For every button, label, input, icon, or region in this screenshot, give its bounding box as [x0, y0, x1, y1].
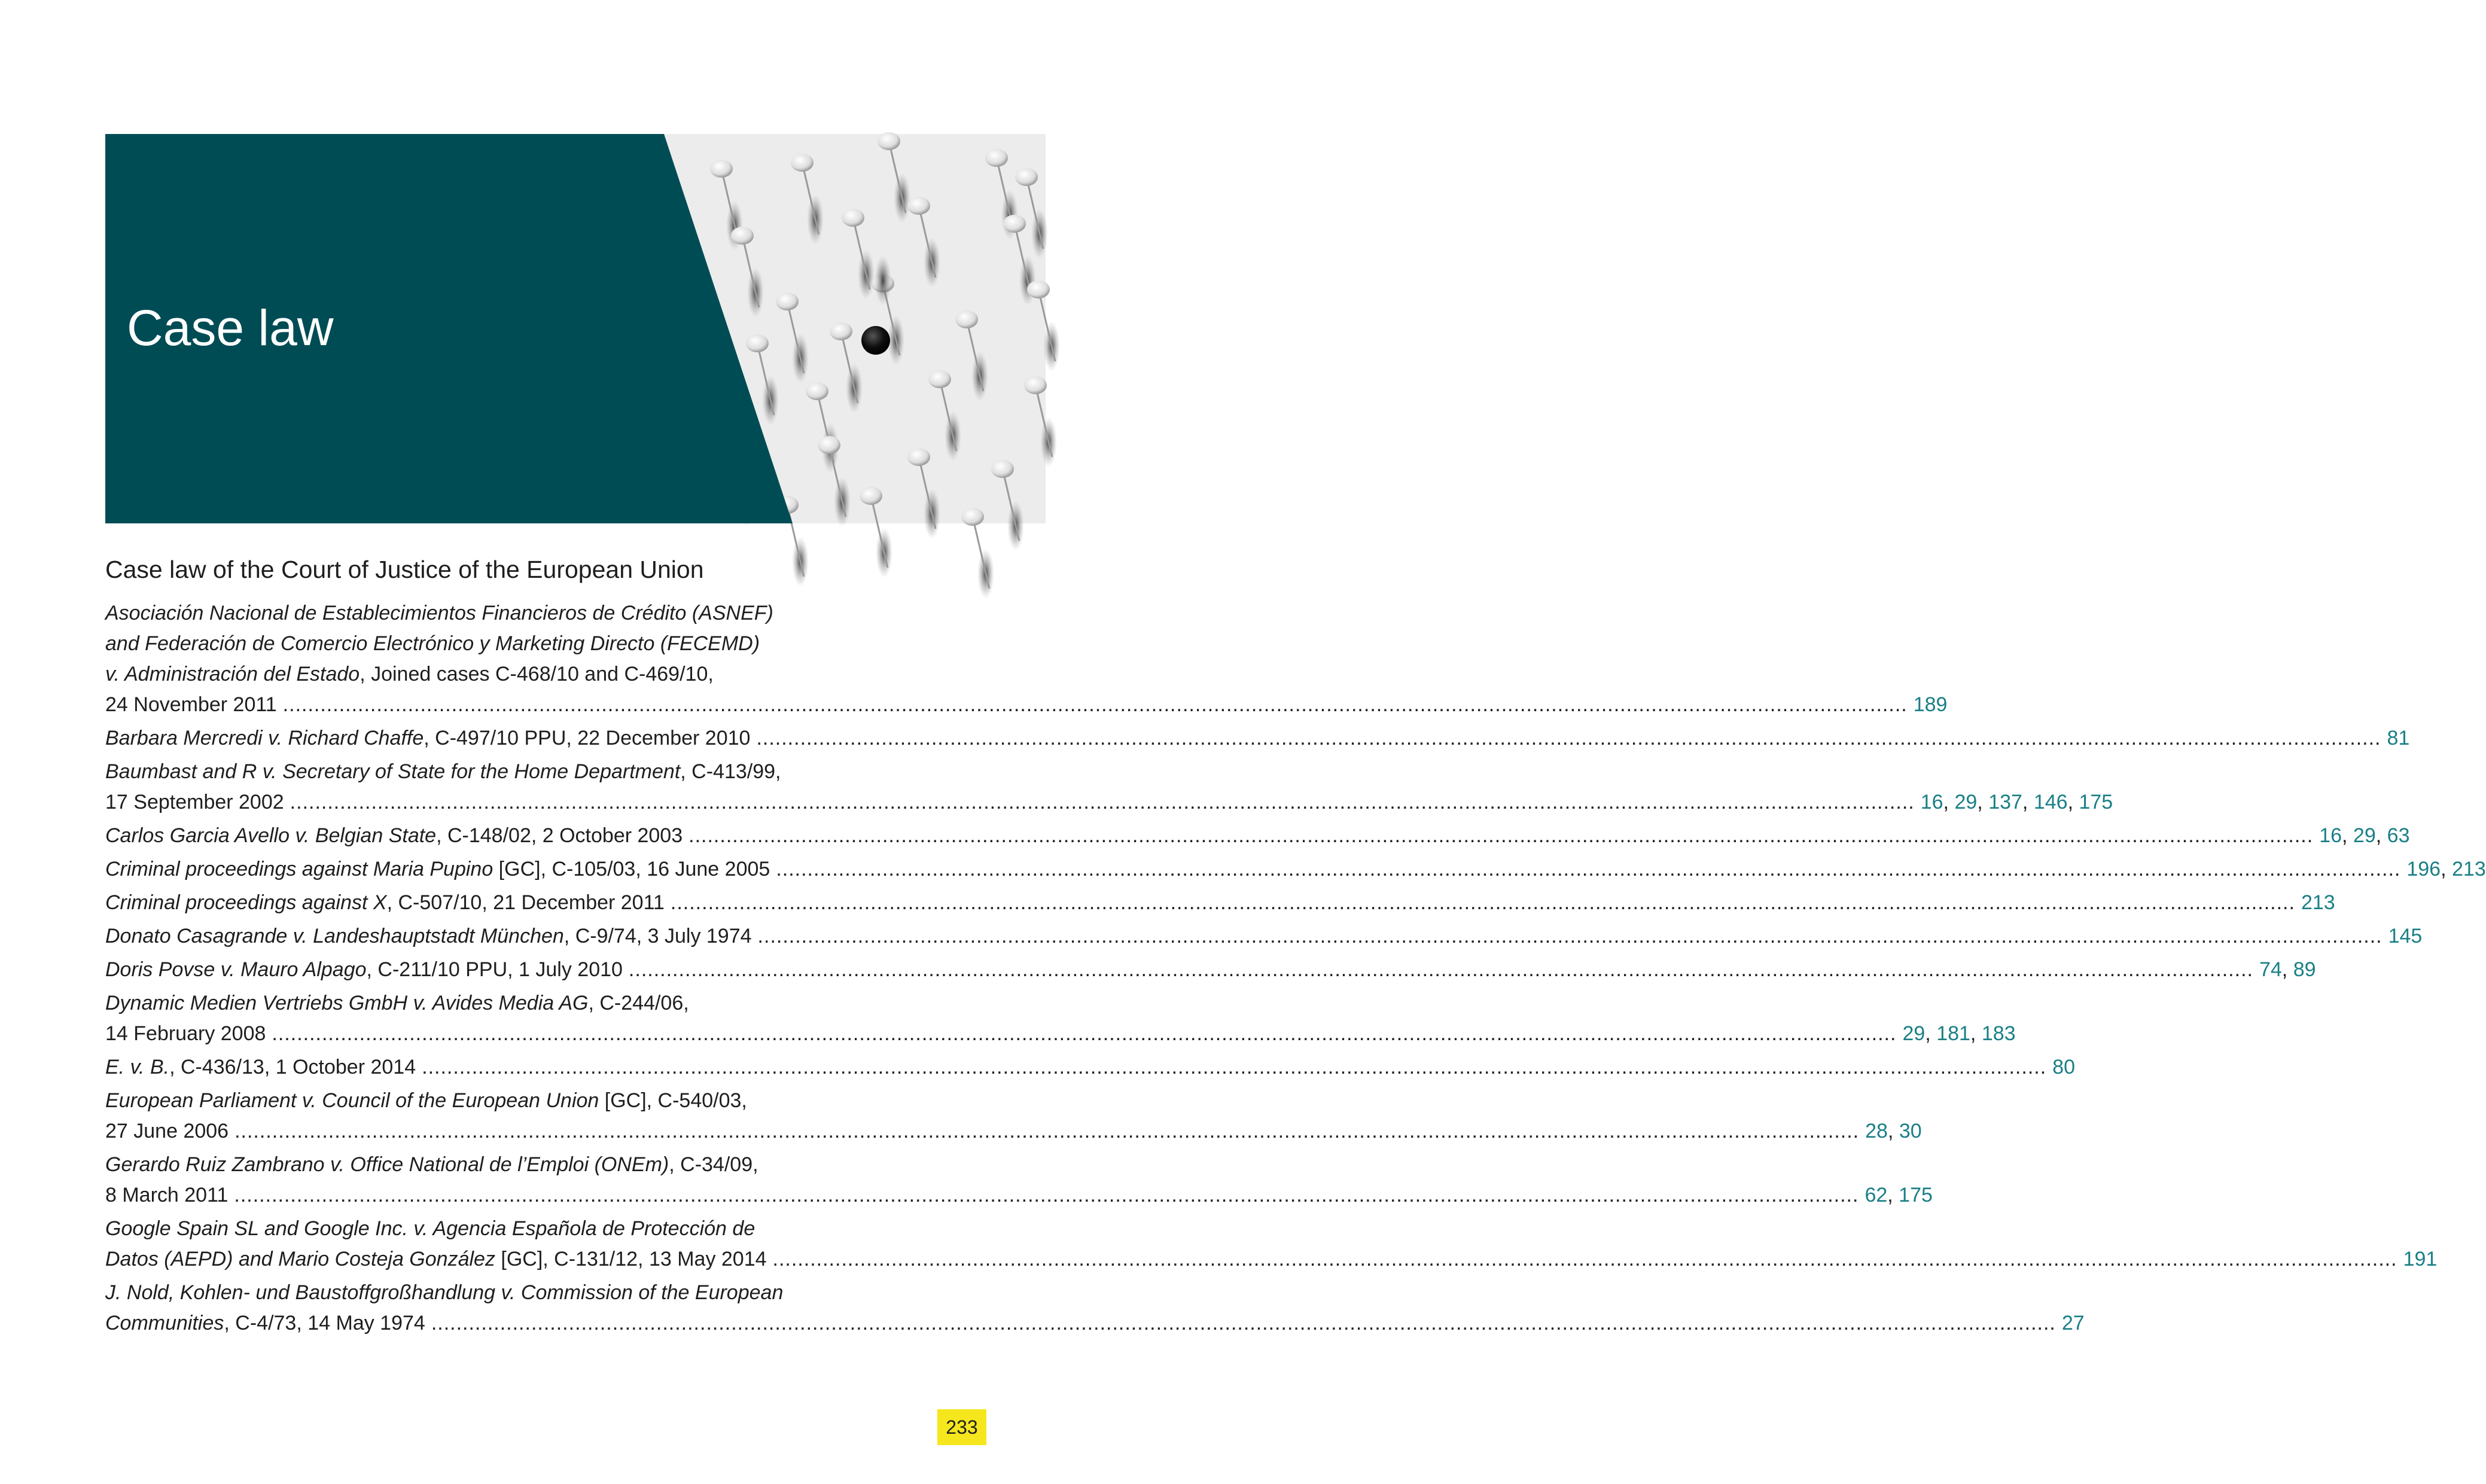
page-link[interactable]: 189 [1913, 693, 1948, 716]
page-link[interactable]: 16 [2319, 824, 2342, 847]
page-link[interactable]: 28 [1865, 1120, 1888, 1142]
case-entry-line [105, 1019, 2016, 1049]
case-entry [105, 1086, 1922, 1147]
pin-head [985, 149, 1008, 167]
dot-leader: .................................................................................................................................................................................................................................................................... [282, 693, 1908, 716]
pin-head [907, 197, 930, 215]
case-citation [105, 1244, 767, 1275]
page-references [1865, 1116, 1922, 1147]
case-citation [105, 854, 770, 885]
page-link[interactable]: 29 [2353, 824, 2376, 847]
case-entry-line [105, 1244, 2438, 1275]
page-references [1914, 690, 1948, 720]
page-number: 233 [937, 1409, 986, 1445]
case-details: [GC], C-540/03, [599, 1089, 747, 1112]
case-entry-line [105, 757, 905, 787]
page-link[interactable]: 16 [1920, 791, 1943, 813]
dot-leader: .................................................................................................................................................................................................................................................................... [422, 1056, 2047, 1078]
pin-head [1015, 168, 1038, 186]
case-entry-line [105, 723, 2410, 754]
case-citation [105, 955, 623, 985]
case-name: Communities [105, 1312, 224, 1334]
page-link[interactable]: 29 [1902, 1022, 1926, 1045]
page-link[interactable]: 89 [2293, 958, 2316, 981]
page-references [1864, 1180, 1932, 1211]
case-details: , C-413/99, [680, 760, 781, 783]
page-link[interactable]: 145 [2388, 925, 2423, 947]
page-link[interactable]: 137 [1988, 791, 2022, 813]
case-details: 8 March 2011 [105, 1184, 229, 1206]
pin-head [1003, 215, 1026, 233]
page-separator: , [1887, 1120, 1899, 1142]
case-entry-line [105, 1278, 905, 1308]
case-citation [105, 1116, 229, 1147]
pin-head [806, 382, 828, 400]
pin-head [746, 334, 769, 352]
case-name: Google Spain SL and Google Inc. v. Agencia Española de Protección de [105, 1217, 755, 1240]
case-details: [GC], C-105/03, 16 June 2005 [493, 858, 770, 880]
page-references [2388, 921, 2423, 952]
case-entry [105, 955, 2316, 985]
case-citation [105, 787, 284, 818]
page-link[interactable]: 63 [2387, 824, 2410, 847]
page-link[interactable]: 27 [2061, 1312, 2085, 1334]
case-citation [105, 602, 773, 624]
pin-head [991, 460, 1014, 478]
page-separator: , [1977, 791, 1989, 813]
case-citation [105, 1308, 425, 1339]
dot-leader: .................................................................................................................................................................................................................................................................... [234, 1120, 1860, 1142]
case-entry-line [105, 888, 2335, 918]
page-references [2052, 1052, 2075, 1083]
dot-leader: .................................................................................................................................................................................................................................................................... [431, 1312, 2056, 1334]
case-entry-line [105, 955, 2316, 985]
section-heading: Case law of the Court of Justice of the European Union [105, 556, 704, 583]
pin-head [830, 322, 852, 340]
dot-leader: .................................................................................................................................................................................................................................................................... [628, 958, 2253, 981]
pin-head [860, 487, 882, 505]
dot-leader: .................................................................................................................................................................................................................................................................... [234, 1184, 1859, 1206]
case-details: , C-497/10 PPU, 22 December 2010 [424, 727, 751, 749]
page-references [2319, 821, 2409, 851]
case-details: 14 February 2008 [105, 1022, 266, 1045]
case-details: , C-34/09, [669, 1153, 758, 1176]
case-details: 17 September 2002 [105, 791, 284, 813]
pin-head [878, 132, 900, 150]
case-entry-line [105, 659, 905, 690]
page-references [1921, 787, 2113, 818]
page-link[interactable]: 181 [1936, 1022, 1970, 1045]
case-entry [105, 888, 2335, 918]
case-citation [105, 1019, 266, 1049]
case-entry-line [105, 921, 2423, 952]
case-name: Gerardo Ruiz Zambrano v. Office National de l’Emploi (ONEm) [105, 1153, 669, 1176]
page-references [2259, 955, 2316, 985]
case-entry-line [105, 598, 905, 629]
page-separator: , [2022, 791, 2034, 813]
case-citation [105, 1089, 747, 1112]
case-name: Donato Casagrande v. Landeshauptstadt München [105, 925, 564, 947]
case-name: Datos (AEPD) and Mario Costeja González [105, 1248, 495, 1270]
case-details: , C-148/02, 2 October 2003 [436, 824, 683, 847]
page-link[interactable]: 213 [2301, 891, 2335, 914]
case-entry [105, 1150, 1933, 1211]
case-entry [105, 1278, 2085, 1339]
black-pin-head [861, 326, 890, 355]
case-citation [105, 1281, 783, 1304]
page-separator: , [2342, 824, 2353, 847]
page-link[interactable]: 80 [2052, 1056, 2075, 1078]
chapter-banner [105, 134, 1046, 523]
pin-head [731, 227, 754, 245]
case-citation [105, 821, 683, 851]
case-name: Criminal proceedings against Maria Pupino [105, 858, 493, 880]
case-name: v. Administración del Estado [105, 663, 360, 685]
page-link[interactable]: 183 [1981, 1022, 2016, 1045]
pin-head [818, 436, 840, 454]
page-separator: , [1887, 1184, 1899, 1206]
case-name: Dynamic Medien Vertriebs GmbH v. Avides Media AG [105, 992, 589, 1014]
case-entry [105, 757, 2113, 818]
case-citation [105, 663, 714, 685]
page-separator: , [2375, 824, 2387, 847]
dot-leader: .................................................................................................................................................................................................................................................................... [757, 925, 2383, 947]
case-details: , C-507/10, 21 December 2011 [386, 891, 665, 914]
case-name: Doris Povse v. Mauro Alpago [105, 958, 367, 981]
page-link[interactable]: 175 [1899, 1184, 1933, 1206]
case-entry-line [105, 629, 905, 659]
case-details: , Joined cases C-468/10 and C-469/10, [360, 663, 714, 685]
pin-shadow [875, 255, 891, 306]
case-name: Baumbast and R v. Secretary of State for the Home Department [105, 760, 681, 783]
case-details: 27 June 2006 [105, 1120, 229, 1142]
case-entry-line [105, 1086, 905, 1116]
pin-head [710, 160, 733, 178]
case-name: Carlos Garcia Avello v. Belgian State [105, 824, 437, 847]
case-details: , C-9/74, 3 July 1974 [563, 925, 752, 947]
page-link[interactable]: 81 [2387, 727, 2410, 749]
case-citation [105, 921, 752, 952]
dot-leader: .................................................................................................................................................................................................................................................................... [688, 824, 2314, 847]
page-separator: , [1925, 1022, 1937, 1045]
page-references [2403, 1244, 2438, 1275]
case-citation [105, 632, 760, 655]
case-citation [105, 760, 781, 783]
pin-head [928, 370, 951, 388]
case-details: , C-436/13, 1 October 2014 [169, 1056, 416, 1078]
case-entry-line [105, 854, 2486, 885]
case-citation [105, 1153, 758, 1176]
page-references [2387, 723, 2410, 754]
page-link[interactable]: 191 [2403, 1248, 2438, 1270]
page-separator: , [2441, 858, 2452, 880]
dot-leader: .................................................................................................................................................................................................................................................................... [772, 1248, 2397, 1270]
page-link[interactable]: 74 [2259, 958, 2282, 981]
case-entry [105, 821, 2410, 851]
case-citation [105, 992, 689, 1014]
pin-head [1024, 376, 1047, 394]
case-list [105, 598, 2486, 1342]
page-references [1902, 1019, 2015, 1049]
page-separator: , [2067, 791, 2079, 813]
case-details: , C-244/06, [588, 992, 689, 1014]
case-name: and Federación de Comercio Electrónico y Marketing Directo (FECEMD) [105, 632, 760, 655]
dot-leader: .................................................................................................................................................................................................................................................................... [776, 858, 2401, 880]
page-link[interactable]: 62 [1864, 1184, 1888, 1206]
dot-leader: .................................................................................................................................................................................................................................................................... [272, 1022, 1897, 1045]
case-details: , C-211/10 PPU, 1 July 2010 [366, 958, 623, 981]
case-entry-line [105, 1308, 2085, 1339]
case-entry-line [105, 1052, 2075, 1083]
page-link[interactable]: 29 [1954, 791, 1978, 813]
case-name: Barbara Mercredi v. Richard Chaffe [105, 727, 424, 749]
case-details: , C-4/73, 14 May 1974 [224, 1312, 425, 1334]
case-name: European Parliament v. Council of the European Union [105, 1089, 599, 1112]
case-entry-line [105, 787, 2113, 818]
case-entry-line [105, 1150, 905, 1180]
case-entry-line [105, 690, 1948, 720]
case-entry [105, 723, 2410, 754]
case-entry-line [105, 1116, 1922, 1147]
case-entry-line [105, 821, 2410, 851]
case-details: [GC], C-131/12, 13 May 2014 [495, 1248, 767, 1270]
case-name: Asociación Nacional de Establecimientos Financieros de Crédito (ASNEF) [105, 602, 773, 624]
case-entry-line [105, 988, 905, 1019]
case-entry [105, 1052, 2075, 1083]
case-citation [105, 888, 665, 918]
case-name: E. v. B. [105, 1056, 170, 1078]
case-citation [105, 1052, 416, 1083]
case-citation [105, 1217, 755, 1240]
page-references [2062, 1308, 2085, 1339]
case-entry [105, 988, 2016, 1049]
dot-leader: .................................................................................................................................................................................................................................................................... [670, 891, 2295, 914]
pin-head [961, 508, 984, 526]
case-entry [105, 1214, 2438, 1275]
pin-head [791, 154, 814, 172]
case-citation [105, 723, 750, 754]
page-link[interactable]: 146 [2033, 791, 2068, 813]
case-name: J. Nold, Kohlen- und Baustoffgroßhandlung v. Commission of the European [105, 1281, 784, 1304]
page-references [2406, 854, 2485, 885]
pin-head [955, 310, 978, 328]
pin-head [842, 209, 864, 227]
page-link[interactable]: 30 [1899, 1120, 1922, 1142]
case-details: 24 November 2011 [105, 693, 277, 716]
case-entry [105, 854, 2486, 885]
page-link[interactable]: 213 [2452, 858, 2486, 880]
chapter-title: Case law [127, 300, 334, 356]
case-entry [105, 598, 1948, 720]
case-name: Criminal proceedings against X [105, 891, 387, 914]
case-entry [105, 921, 2423, 952]
dot-leader: .................................................................................................................................................................................................................................................................... [756, 727, 2381, 749]
pin-head [776, 292, 799, 310]
page-separator: , [1970, 1022, 1982, 1045]
page-references [2301, 888, 2335, 918]
case-entry-line [105, 1214, 905, 1244]
case-entry-line [105, 1180, 1933, 1211]
case-citation [105, 1180, 228, 1211]
page-link[interactable]: 175 [2079, 791, 2113, 813]
pin-head [907, 448, 930, 466]
page-separator: , [2281, 958, 2293, 981]
pin-head [1027, 281, 1050, 298]
case-citation [105, 690, 277, 720]
page-separator: , [1943, 791, 1955, 813]
dot-leader: .................................................................................................................................................................................................................................................................... [290, 791, 1915, 813]
page-link[interactable]: 196 [2406, 858, 2441, 880]
